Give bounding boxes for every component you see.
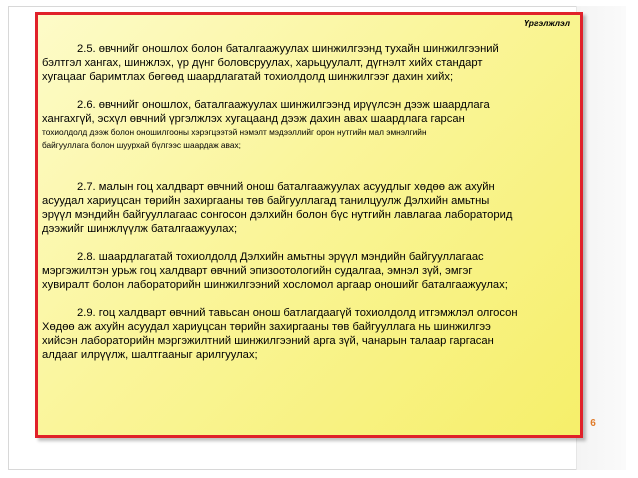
slide-header: Үргэлжлэл: [524, 18, 570, 28]
paragraph-line: 2.8. шаардлагатай тохиолдолд Дэлхийн амьтны эрүүл мэндийн байгууллагаас: [77, 251, 484, 263]
paragraph-line: дээжийг шинжлүүлж баталгаажуулах;: [42, 223, 238, 235]
paragraph-2-7: [42, 180, 576, 236]
paragraph-2-6: [42, 98, 576, 152]
paragraph-line: эрүүл мэндийн байгууллагаас сонгосон дэлхийн болон бүс нутгийн лавлагаа лабораторид: [42, 209, 513, 221]
paragraph-line: 2.6. өвчнийг оношлох, баталгаажуулах шинжилгээнд ирүүлсэн дээж шаардлага: [77, 99, 490, 111]
paragraph-line: бэлтгэл хангах, шинжлэх, үр дүнг боловсруулах, харьцуулалт, дүгнэлт хийх стандарт: [42, 57, 483, 69]
paragraph-line: 2.7. малын гоц халдварт өвчний онош баталгаажуулах асуудлыг хөдөө аж ахуйн: [77, 181, 495, 193]
paragraph-line: 2.5. өвчнийг оношлох болон баталгаажуулах шинжилгээнд тухайн шинжилгээний: [77, 43, 499, 55]
paragraph-line: хугацааг баримтлах бөгөөд шаардлагатай тохиолдолд шинжилгээг дахин хийх;: [42, 71, 454, 83]
paragraph-line: 2.9. гоц халдварт өвчний тавьсан онош батлагдаагүй тохиолдолд итгэмжлэл олгосон: [77, 307, 518, 319]
paragraph-line: хувиралт болон лабораторийн шинжилгээний хосломол аргаар оношийг баталгаажуулах;: [42, 279, 508, 291]
paragraph-line-small: байгууллага болон шуурхай бүлгээс шаардаж авах;: [42, 140, 241, 150]
paragraph-line: мэргэжилтэн урьж гоц халдварт өвчний эпизоотологийн судалгаа, эмнэл зүй, эмгэг: [42, 265, 473, 277]
paragraph-2-5: [42, 42, 576, 84]
paragraph-line: хангахгүй, эсхүл өвчний үргэлжлэх хугацаанд дээж дахин авах шаардлага гарсан: [42, 113, 465, 125]
paragraph-line: хийсэн лабораторийн мэргэжилтний шинжилгээний арга зүй, чанарын талаар гаргасан: [42, 335, 494, 347]
paragraph-2-8: [42, 250, 576, 292]
page-number: 6: [590, 418, 596, 429]
paragraph-2-9: [42, 306, 576, 362]
paragraph-line: асуудал хариуцсан төрийн захиргааны төв байгууллагад танилцуулж Дэлхийн амьтны: [42, 195, 490, 207]
paragraph-line: алдааг илрүүлж, шалтгааныг арилгуулах;: [42, 349, 258, 361]
slide-side-stripe: [576, 6, 626, 470]
paragraph-line: Хөдөө аж ахуйн асуудал хариуцсан төрийн захиргааны төв байгууллага нь шинжилгээ: [42, 321, 491, 333]
content-panel: [35, 12, 583, 438]
paragraph-line-small: тохиолдолд дээж болон оношилгооны хэрэгцээтэй нэмэлт мэдээллийг орон нутгийн мал эмнэлгийн: [42, 127, 427, 137]
content-body: [42, 42, 576, 362]
